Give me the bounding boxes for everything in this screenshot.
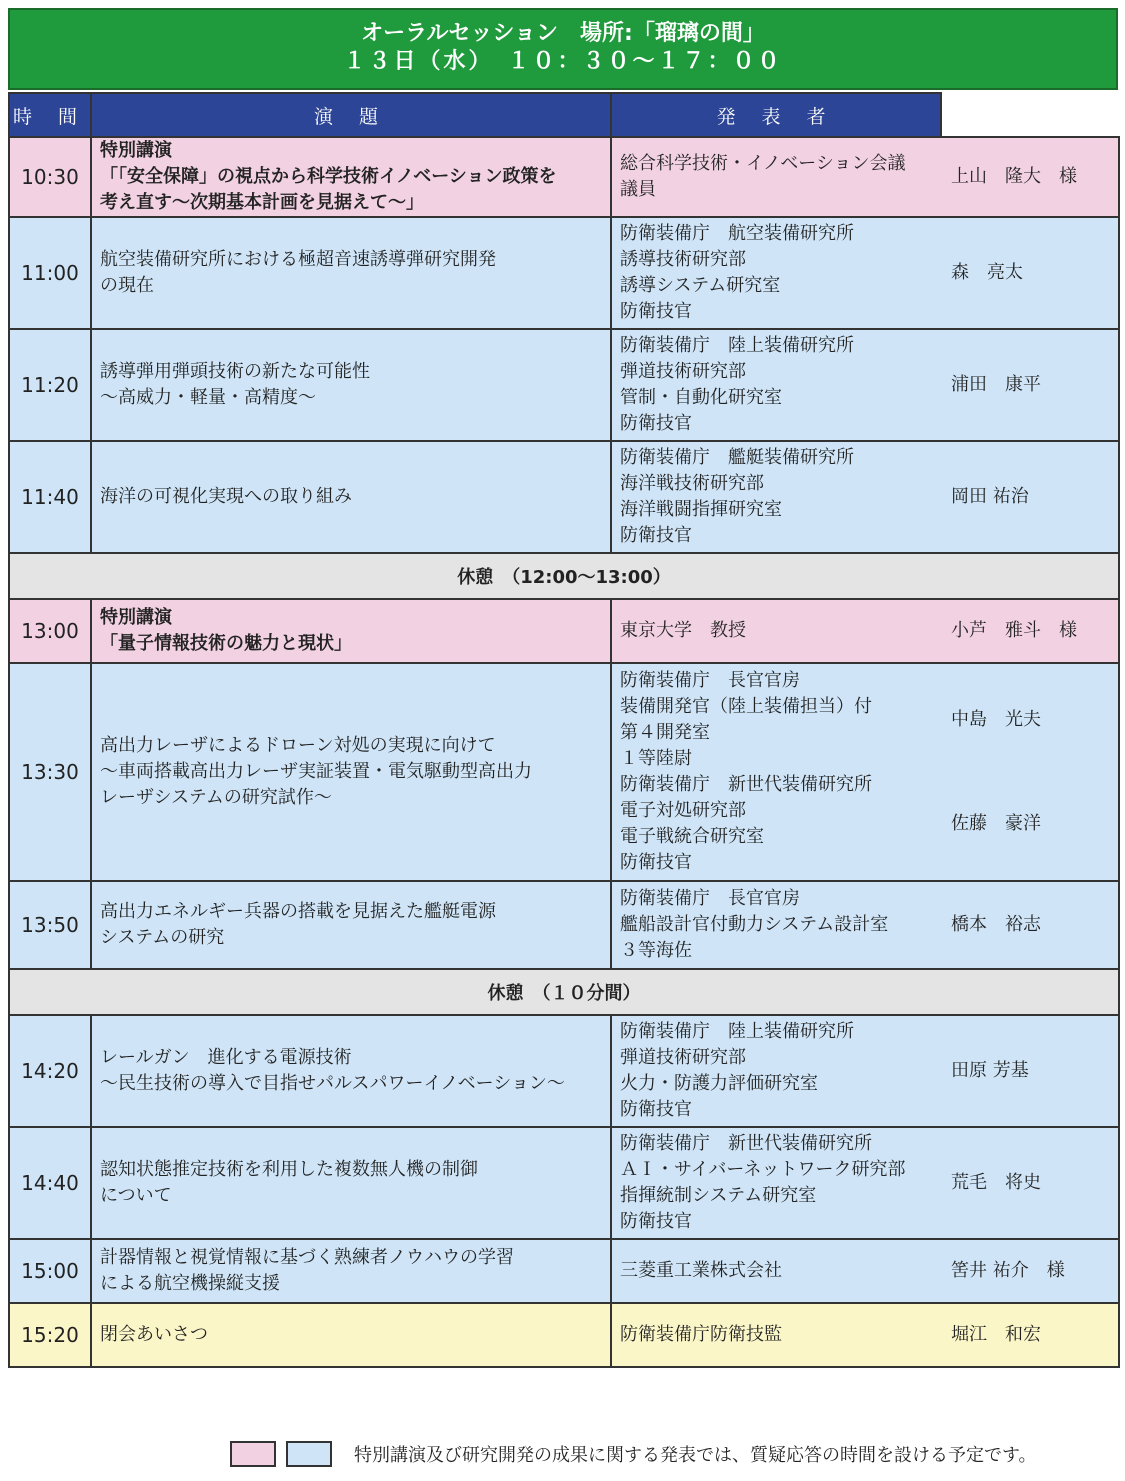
title-cell xyxy=(91,1239,611,1303)
presenter-name: 浦田 康平 xyxy=(941,329,1119,441)
title-line: レールガン 進化する電源技術 xyxy=(100,1047,352,1068)
table-row xyxy=(9,1127,1119,1239)
break-row xyxy=(9,969,1119,1015)
org-line: 防衛装備庁 陸上装備研究所 xyxy=(620,335,854,356)
org-line: 防衛装備庁 新世代装備研究所 xyxy=(620,774,872,795)
title-line: 誘導弾用弾頭技術の新たな可能性 xyxy=(100,361,370,382)
table-row xyxy=(9,663,1119,881)
title-cell xyxy=(91,1127,611,1239)
org-line: 装備開発官（陸上装備担当）付 xyxy=(620,696,872,717)
time-cell: 13:50 xyxy=(9,881,91,969)
org-line: 第４開発室 xyxy=(620,722,710,743)
break-label: 休憩 （１０分間） xyxy=(9,969,1119,1015)
org-line: 防衛技官 xyxy=(620,1211,692,1232)
time-cell: 10:30 xyxy=(9,137,91,217)
title-line: 「「安全保障」の視点から科学技術イノベーション政策を xyxy=(100,166,557,187)
session-title: オーラルセッション 場所:「瑠璃の間」 xyxy=(361,21,765,46)
title-line: 高出力レーザによるドローン対処の実現に向けて xyxy=(100,735,496,756)
title-cell xyxy=(91,137,611,217)
legend-swatch-special xyxy=(230,1441,276,1467)
presenter-name: 小芦 雅斗 様 xyxy=(941,599,1119,663)
org-cell xyxy=(611,1239,941,1303)
title-line: 高出力エネルギー兵器の搭載を見据えた艦艇電源 xyxy=(100,901,496,922)
org-cell xyxy=(611,137,941,217)
time-cell: 11:00 xyxy=(9,217,91,329)
title-line: の現在 xyxy=(100,275,154,296)
org-cell xyxy=(611,881,941,969)
org-line: 防衛装備庁 艦艇装備研究所 xyxy=(620,447,854,468)
org-line: 防衛装備庁 航空装備研究所 xyxy=(620,223,854,244)
title-line: 閉会あいさつ xyxy=(100,1324,208,1345)
title-cell xyxy=(91,441,611,553)
org-line: 防衛装備庁 陸上装備研究所 xyxy=(620,1021,854,1042)
time-cell: 14:40 xyxy=(9,1127,91,1239)
table-row xyxy=(9,329,1119,441)
column-header-title: 演 題 xyxy=(91,93,611,137)
org-cell xyxy=(611,1127,941,1239)
org-line: 三菱重工業株式会社 xyxy=(620,1260,782,1281)
org-cell xyxy=(611,217,941,329)
title-cell xyxy=(91,1303,611,1367)
title-line: 航空装備研究所における極超音速誘導弾研究開発 xyxy=(100,249,496,270)
title-line: ～高威力・軽量・高精度～ xyxy=(100,387,316,408)
title-line: について xyxy=(100,1185,172,1206)
presenter-name: 上山 隆大 様 xyxy=(941,137,1119,217)
time-cell: 11:40 xyxy=(9,441,91,553)
org-line: 電子戦統合研究室 xyxy=(620,826,764,847)
presenter-names xyxy=(941,663,1119,881)
org-line: 海洋戦技術研究部 xyxy=(620,473,764,494)
table-row xyxy=(9,441,1119,553)
org-line: 東京大学 教授 xyxy=(620,620,746,641)
title-line: 考え直す～次期基本計画を見据えて～」 xyxy=(100,192,424,213)
presenter-name: 橋本 裕志 xyxy=(941,881,1119,969)
title-line: ～民生技術の導入で目指せパルスパワーイノベーション～ xyxy=(100,1073,565,1094)
title-line: による航空機操縦支援 xyxy=(100,1273,280,1294)
presenter-name: 森 亮太 xyxy=(941,217,1119,329)
column-header-time: 時 間 xyxy=(9,93,91,137)
org-cell xyxy=(611,663,941,881)
session-header xyxy=(8,8,1118,90)
table-row xyxy=(9,1015,1119,1127)
title-cell xyxy=(91,663,611,881)
org-line: 誘導技術研究部 xyxy=(620,249,746,270)
presenter-name: 筈井 祐介 様 xyxy=(941,1239,1119,1303)
org-line: １等陸尉 xyxy=(620,748,692,769)
break-label: 休憩 （12:00～13:00） xyxy=(9,553,1119,599)
org-line: 総合科学技術・イノベーション会議 xyxy=(620,153,906,174)
table-row xyxy=(9,881,1119,969)
org-line: 電子対処研究部 xyxy=(620,800,746,821)
presenter-name: 中島 光夫 xyxy=(951,709,1041,730)
org-line: ３等海佐 xyxy=(620,940,692,961)
time-cell: 15:20 xyxy=(9,1303,91,1367)
presenter-name: 堀江 和宏 xyxy=(941,1303,1119,1367)
time-cell: 13:30 xyxy=(9,663,91,881)
time-cell: 13:00 xyxy=(9,599,91,663)
title-line: システムの研究 xyxy=(100,927,225,948)
org-line: 防衛技官 xyxy=(620,1099,692,1120)
title-line: 計器情報と視覚情報に基づく熟練者ノウハウの学習 xyxy=(100,1247,514,1268)
title-cell xyxy=(91,881,611,969)
title-line: 特別講演 xyxy=(100,607,172,628)
column-header-blank xyxy=(941,93,1119,137)
org-cell xyxy=(611,1303,941,1367)
table-row xyxy=(9,137,1119,217)
org-line: 防衛技官 xyxy=(620,852,692,873)
org-line: 防衛技官 xyxy=(620,525,692,546)
presenter-name: 荒毛 将史 xyxy=(941,1127,1119,1239)
org-cell xyxy=(611,329,941,441)
title-cell xyxy=(91,329,611,441)
time-cell: 15:00 xyxy=(9,1239,91,1303)
legend xyxy=(230,1440,1037,1468)
org-line: 弾道技術研究部 xyxy=(620,1047,746,1068)
org-line: 防衛装備庁 長官官房 xyxy=(620,888,800,909)
title-cell xyxy=(91,217,611,329)
presenter-name: 田原 芳基 xyxy=(941,1015,1119,1127)
org-line: 防衛技官 xyxy=(620,301,692,322)
column-header-presenter: 発 表 者 xyxy=(611,93,941,137)
org-line: 火力・防護力評価研究室 xyxy=(620,1073,818,1094)
org-line: 防衛技官 xyxy=(620,413,692,434)
title-cell xyxy=(91,599,611,663)
org-line: 弾道技術研究部 xyxy=(620,361,746,382)
time-cell: 11:20 xyxy=(9,329,91,441)
org-line: 誘導システム研究室 xyxy=(620,275,781,296)
org-line: 防衛装備庁 新世代装備研究所 xyxy=(620,1133,872,1154)
presenter-name: 岡田 祐治 xyxy=(941,441,1119,553)
org-line: 海洋戦闘指揮研究室 xyxy=(620,499,782,520)
title-line: レーザシステムの研究試作～ xyxy=(100,787,332,808)
presenter-name: 佐藤 豪洋 xyxy=(951,813,1041,834)
title-cell xyxy=(91,1015,611,1127)
org-line: 防衛装備庁 長官官房 xyxy=(620,670,800,691)
org-cell xyxy=(611,441,941,553)
org-line: 議員 xyxy=(620,179,656,200)
legend-text: 特別講演及び研究開発の成果に関する発表では、質疑応答の時間を設ける予定です。 xyxy=(354,1445,1037,1466)
org-line: 指揮統制システム研究室 xyxy=(620,1185,817,1206)
table-row xyxy=(9,599,1119,663)
title-line: ～車両搭載高出力レーザ実証装置・電気駆動型高出力 xyxy=(100,761,532,782)
break-row xyxy=(9,553,1119,599)
title-line: 認知状態推定技術を利用した複数無人機の制御 xyxy=(100,1159,478,1180)
title-line: 「量子情報技術の魅力と現状」 xyxy=(100,633,352,654)
org-line: 管制・自動化研究室 xyxy=(620,387,782,408)
schedule-table xyxy=(8,92,1120,1368)
org-cell xyxy=(611,1015,941,1127)
table-row xyxy=(9,1239,1119,1303)
legend-swatch-research xyxy=(286,1441,332,1467)
title-line: 特別講演 xyxy=(100,140,172,161)
org-cell xyxy=(611,599,941,663)
session-datetime: １３日（水） １０：３０～１７：００ xyxy=(343,49,783,74)
time-cell: 14:20 xyxy=(9,1015,91,1127)
org-line: 艦船設計官付動力システム設計室 xyxy=(620,914,889,935)
table-row xyxy=(9,1303,1119,1367)
table-row xyxy=(9,217,1119,329)
org-line: ＡＩ・サイバーネットワーク研究部 xyxy=(620,1159,906,1180)
org-line: 防衛装備庁防衛技監 xyxy=(620,1324,782,1345)
title-line: 海洋の可視化実現への取り組み xyxy=(100,486,352,507)
